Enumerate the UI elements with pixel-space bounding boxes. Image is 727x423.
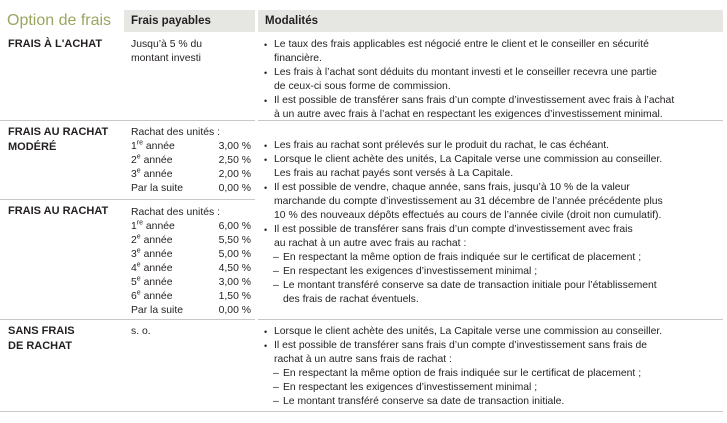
list-item: • Il est possible de vendre, chaque année, sans frais, jusqu’à 10 % de la valeur marchande du compte d’investissement au 31 décembre de l’année précédente plus 10 % des nouveaux dépôts effectués au cours de l’année civile (droit non cumulatif). xyxy=(264,181,720,223)
rate-row: 3e année 2,00 % xyxy=(131,167,251,180)
row-divider xyxy=(0,411,723,412)
row-label-sans-frais: SANS FRAIS DE RACHAT xyxy=(8,325,75,352)
rate-row: 2e année 2,50 % xyxy=(131,153,251,166)
sub-list-item: – En respectant les exigences d’investissement minimal ; xyxy=(264,265,720,279)
sub-list-item: – En respectant la même option de frais indiquée sur le certificat de placement ; xyxy=(264,251,720,265)
fees-sans-frais: s. o. xyxy=(131,326,151,337)
terms-frais-achat xyxy=(264,38,720,122)
rate-row: Par la suite 0,00 % xyxy=(131,183,251,194)
rate-row: 5e année 3,00 % xyxy=(131,275,251,288)
row-divider xyxy=(0,199,258,200)
sub-list-item: – Le montant transféré conserve sa date de transaction initiale. xyxy=(264,395,720,409)
rate-row: 4e année 4,50 % xyxy=(131,261,251,274)
list-item: • Il est possible de transférer sans frais d’un compte d’investissement sans frais de rachat à un autre sans frais de rachat : xyxy=(264,339,720,367)
row-label-frais-achat: FRAIS À L'ACHAT xyxy=(8,38,103,50)
fees-frais-achat: Jusqu’à 5 % du montant investi xyxy=(131,39,203,64)
rate-row: 2e année 5,50 % xyxy=(131,233,251,246)
column-gap xyxy=(255,10,258,411)
column-header-fees: Frais payables xyxy=(124,10,255,32)
row-label-frais-rachat: FRAIS AU RACHAT xyxy=(8,205,109,217)
fees-frais-rachat: Rachat des unités : 1re année 6,00 % 2e année 5,50 % 3e année 5,00 % 4e année 4,50 % 5e année 3,00 % 6e année 1,50 % Par la suite 0,00 % xyxy=(131,207,251,316)
rate-row: 1re année 6,00 % xyxy=(131,219,251,232)
row-divider xyxy=(0,319,723,320)
rate-row: 1re année 3,00 % xyxy=(131,139,251,152)
table-title: Option de frais xyxy=(7,12,112,29)
column-header-terms: Modalités xyxy=(258,10,723,32)
rate-row: Par la suite 0,00 % xyxy=(131,305,251,316)
terms-sans-frais xyxy=(264,325,720,409)
sub-list-item: – En respectant la même option de frais indiquée sur le certificat de placement ; xyxy=(264,367,720,381)
rate-row: 6e année 1,50 % xyxy=(131,289,251,302)
sub-list-item: – Le montant transféré conserve sa date de transaction initiale pour l’établissement des frais de rachat éventuels. xyxy=(264,279,720,307)
list-item: • Il est possible de transférer sans frais d’un compte d’investissement avec frais au rachat à un autre avec frais au rachat : xyxy=(264,223,720,251)
sub-list-item: – En respectant les exigences d’investissement minimal ; xyxy=(264,381,720,395)
list-item: • Le taux des frais applicables est négocié entre le client et le conseiller en sécurité financière. xyxy=(264,38,720,66)
list-item: • Les frais au rachat sont prélevés sur le produit du rachat, le cas échéant. xyxy=(264,139,720,153)
list-item: • Lorsque le client achète des unités, La Capitale verse une commission au conseiller. xyxy=(264,325,720,339)
fees-rachat-modere: Rachat des unités : 1re année 3,00 % 2e année 2,50 % 3e année 2,00 % Par la suite 0,00 % xyxy=(131,127,251,194)
terms-frais-rachat xyxy=(264,139,720,307)
list-item: • Il est possible de transférer sans frais d’un compte d’investissement avec frais à l’achat à un autre avec frais à l’achat en respectant les exigences d’investissement minimal. xyxy=(264,94,720,122)
row-label-rachat-modere: FRAIS AU RACHAT MODÉRÉ xyxy=(8,126,109,153)
list-item: • Lorsque le client achète des unités, La Capitale verse une commission au conseiller. Les frais au rachat payés sont versés à La Capitale. xyxy=(264,153,720,181)
list-item: • Les frais à l’achat sont déduits du montant investi et le conseiller recevra une partie de ceux-ci sous forme de commission. xyxy=(264,66,720,94)
rate-row: 3e année 5,00 % xyxy=(131,247,251,260)
